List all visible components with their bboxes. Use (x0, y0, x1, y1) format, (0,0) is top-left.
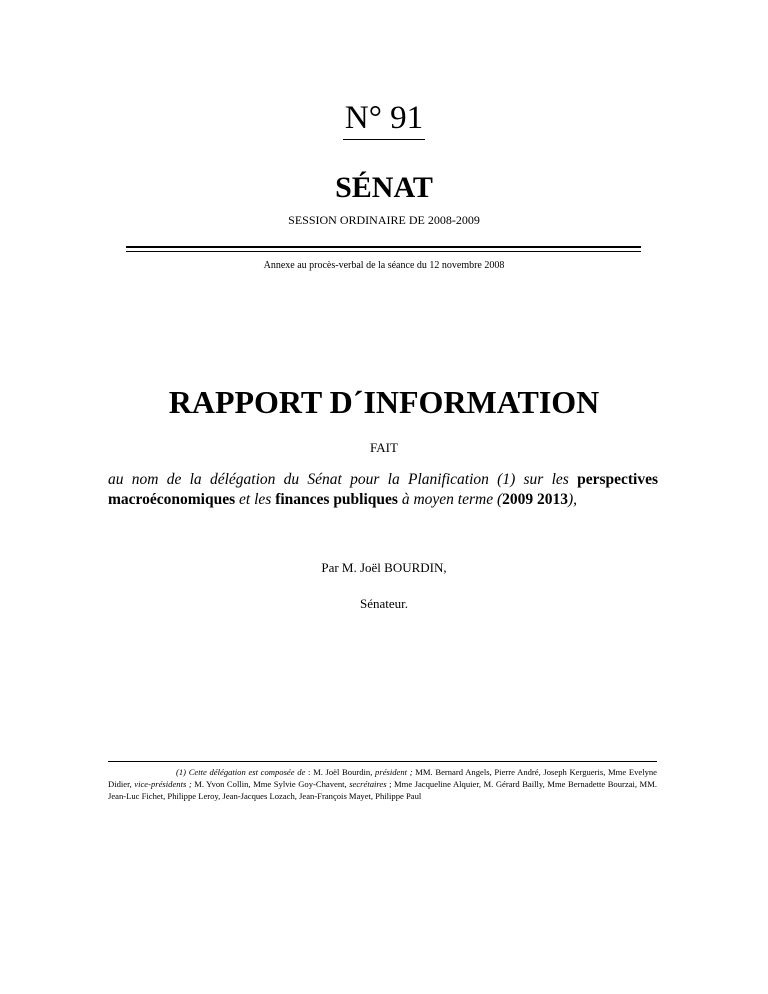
report-subject (108, 470, 658, 510)
footnote (108, 766, 657, 802)
chamber-title: SÉNAT (335, 171, 433, 204)
session-line: SESSION ORDINAIRE DE 2008-2009 (288, 213, 480, 227)
footnote-text-3: M. Yvon Collin, Mme Sylvie Goy-Chavent, (191, 779, 350, 789)
annex-line: Annexe au procès-verbal de la séance du 12 novembre 2008 (263, 260, 505, 271)
footnote-role-1: président ; (375, 767, 413, 777)
footnote-divider (108, 761, 657, 762)
footnote-intro: (1) Cette délégation est composée de (176, 767, 306, 777)
author-role: Sénateur. (359, 596, 408, 611)
footnote-text-4: ; Mme Jacqueline Alquier, M. Gérard Bailly, Mme Bernadette Bourzai, MM. Jean-Luc Fichet, Philippe Leroy, Jean-Jacques Lozach, Jean-François Mayet, Philippe Paul (108, 779, 657, 801)
footnote-role-3: secrétaires (349, 779, 387, 789)
made-label: FAIT (370, 440, 398, 455)
subject-bold-3: 2009 2013 (502, 491, 568, 508)
author-line: Par M. Joël BOURDIN, (321, 560, 447, 575)
subject-text-1: au nom de la délégation du Sénat pour la Planification (1) sur les (108, 471, 578, 488)
report-number (0, 98, 768, 140)
footnote-role-2: vice-présidents ; (134, 779, 192, 789)
footnote-text-2: MM. Bernard Angels, Pierre André, Joseph Kergueris, Mme Evelyne Didier, (108, 767, 657, 789)
subject-bold-2: finances publiques (275, 491, 398, 508)
document-type-title: RAPPORT D´INFORMATION (168, 384, 600, 420)
subject-text-3: à moyen terme ( (397, 491, 503, 508)
footnote-text-1: : M. Joël Bourdin, (305, 767, 376, 777)
subject-text-2: et les (235, 491, 276, 508)
subject-bold-1: perspectives macroéconomiques (108, 471, 658, 508)
report-number-text: N° 91 (343, 98, 425, 140)
subject-text-4: ), (567, 491, 578, 508)
double-divider (126, 246, 641, 252)
